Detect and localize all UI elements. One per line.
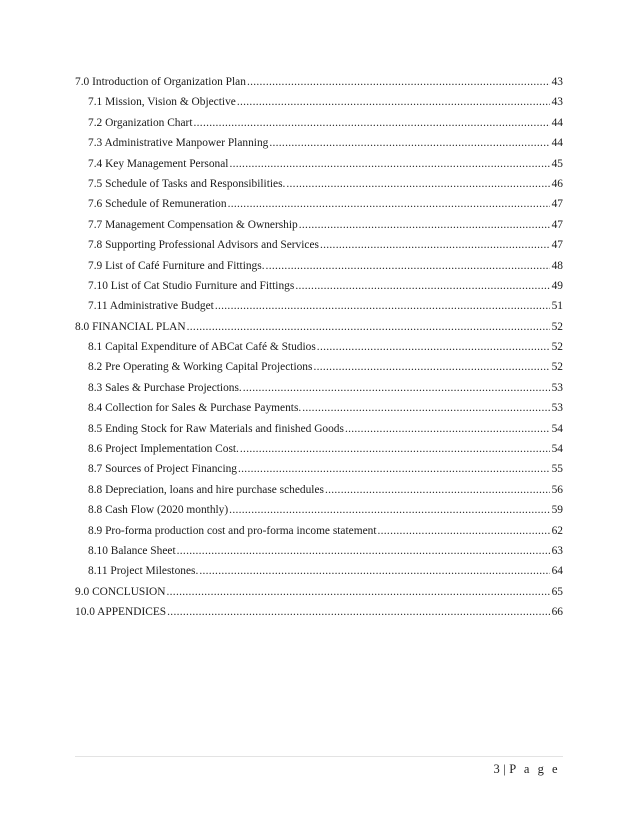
toc-entry-title: 7.3 Administrative Manpower Planning (88, 137, 269, 150)
page-number: 3 (493, 762, 500, 776)
toc-entry-page: 43 (551, 96, 563, 109)
dot-leader (238, 459, 550, 479)
dot-leader (228, 194, 550, 214)
toc-entry-page: 53 (551, 381, 563, 394)
toc-entry-title: 7.9 List of Café Furniture and Fittings. (88, 259, 265, 272)
toc-entry-title: 8.8 Depreciation, loans and hire purchase schedules (88, 483, 324, 496)
footer-separator: | (499, 762, 510, 776)
toc-entry-title: 7.4 Key Management Personal (88, 157, 229, 170)
dot-leader (325, 480, 550, 500)
toc-entry-title: 9.0 CONCLUSION (75, 585, 166, 598)
toc-entry[interactable] (75, 256, 563, 276)
dot-leader (243, 378, 550, 398)
toc-entry-title: 7.0 Introduction of Organization Plan (75, 76, 246, 88)
dot-leader (317, 337, 550, 357)
toc-entry-page: 51 (551, 300, 563, 313)
toc-entry-page: 47 (551, 218, 563, 231)
dot-leader (199, 561, 549, 581)
dot-leader (299, 215, 550, 235)
toc-entry-title: 8.9 Pro-forma production cost and pro-forma income statement (88, 524, 377, 537)
dot-leader (194, 113, 550, 133)
toc-entry[interactable] (75, 561, 563, 581)
toc-entry[interactable] (75, 439, 563, 459)
toc-entry-title: 8.11 Project Milestones. (88, 565, 199, 578)
toc-entry-page: 54 (551, 422, 563, 435)
toc-entry-title: 8.10 Balance Sheet (88, 544, 176, 557)
toc-entry-page: 59 (551, 504, 563, 517)
toc-entry[interactable] (75, 459, 563, 479)
dot-leader (237, 92, 550, 112)
toc-entry-title: 8.1 Capital Expenditure of ABCat Café & Studios (88, 341, 316, 354)
toc-entry-title: 8.0 FINANCIAL PLAN (75, 320, 186, 333)
toc-entry[interactable] (75, 419, 563, 439)
dot-leader (295, 276, 549, 296)
toc-entry-page: 53 (551, 402, 563, 415)
toc-entry[interactable] (75, 133, 563, 153)
toc-entry-title: 8.6 Project Implementation Cost. (88, 443, 239, 456)
dot-leader (187, 317, 550, 337)
page-label: P a g e (509, 762, 560, 776)
toc-entry-title: 8.2 Pre Operating & Working Capital Projections (88, 361, 313, 374)
toc-entry[interactable] (75, 521, 563, 541)
dot-leader (167, 602, 549, 622)
toc-entry-page: 48 (551, 259, 563, 272)
toc-entry[interactable] (75, 235, 563, 255)
toc-entry[interactable] (75, 500, 563, 520)
toc-entry-title: 7.1 Mission, Vision & Objective (88, 96, 236, 109)
toc-entry[interactable] (75, 296, 563, 316)
toc-entry-page: 44 (551, 116, 563, 129)
toc-entry[interactable] (75, 317, 563, 337)
toc-entry-title: 7.2 Organization Chart (88, 116, 193, 129)
toc-entry-page: 47 (551, 239, 563, 252)
toc-entry-page: 45 (551, 157, 563, 170)
toc-entry[interactable] (75, 398, 563, 418)
toc-entry[interactable] (75, 92, 563, 112)
toc-entry-page: 47 (551, 198, 563, 211)
toc-entry-page: 49 (551, 279, 563, 292)
dot-leader (167, 582, 550, 602)
toc-entry-title: 7.6 Schedule of Remuneration (88, 198, 227, 211)
dot-leader (320, 235, 550, 255)
toc-entry-page: 66 (551, 606, 563, 619)
toc-entry-title: 7.11 Administrative Budget (88, 300, 214, 313)
toc-entry[interactable] (75, 113, 563, 133)
toc-entry[interactable] (75, 357, 563, 377)
toc-entry-title: 7.5 Schedule of Tasks and Responsibilities. (88, 177, 286, 190)
toc-entry[interactable] (75, 602, 563, 622)
dot-leader (286, 174, 549, 194)
toc-entry-page: 55 (551, 463, 563, 476)
toc-entry-page: 63 (551, 544, 563, 557)
dot-leader (269, 133, 549, 153)
page-footer (493, 762, 560, 777)
toc-entry[interactable] (75, 174, 563, 194)
toc-entry-page: 46 (551, 177, 563, 190)
toc-entry[interactable] (75, 541, 563, 561)
toc-entry[interactable] (75, 154, 563, 174)
toc-entry-title: 8.5 Ending Stock for Raw Materials and finished Goods (88, 422, 344, 435)
toc-entry-page: 65 (551, 585, 563, 598)
toc-entry[interactable] (75, 582, 563, 602)
toc-entry[interactable] (75, 72, 563, 92)
dot-leader (377, 521, 549, 541)
dot-leader (240, 439, 550, 459)
toc-entry[interactable] (75, 276, 563, 296)
toc-entry-title: 7.10 List of Cat Studio Furniture and Fittings (88, 279, 295, 292)
dot-leader (229, 154, 549, 174)
toc-entry[interactable] (75, 480, 563, 500)
table-of-contents (75, 72, 563, 623)
toc-entry-title: 7.8 Supporting Professional Advisors and Services (88, 239, 319, 252)
dot-leader (229, 500, 549, 520)
toc-entry[interactable] (75, 378, 563, 398)
dot-leader (313, 357, 549, 377)
toc-entry-title: 8.3 Sales & Purchase Projections. (88, 381, 242, 394)
toc-entry-page: 62 (551, 524, 563, 537)
toc-entry-title: 8.8 Cash Flow (2020 monthly) (88, 504, 229, 517)
dot-leader (302, 398, 549, 418)
toc-entry-page: 52 (551, 341, 563, 354)
toc-entry-page: 43 (551, 76, 563, 88)
toc-entry-page: 52 (551, 361, 563, 374)
dot-leader (177, 541, 550, 561)
toc-entry[interactable] (75, 194, 563, 214)
toc-entry-page: 54 (551, 443, 563, 456)
toc-entry-title: 10.0 APPENDICES (75, 606, 167, 619)
toc-entry-page: 44 (551, 137, 563, 150)
toc-entry-title: 8.4 Collection for Sales & Purchase Payments. (88, 402, 302, 415)
dot-leader (247, 72, 550, 92)
dot-leader (215, 296, 550, 316)
toc-entry-page: 64 (551, 565, 563, 578)
toc-entry-title: 8.7 Sources of Project Financing (88, 463, 238, 476)
toc-entry-page: 52 (551, 320, 563, 333)
dot-leader (266, 256, 550, 276)
toc-entry[interactable] (75, 215, 563, 235)
dot-leader (345, 419, 550, 439)
toc-entry-page: 56 (551, 483, 563, 496)
footer-divider (75, 756, 563, 757)
toc-entry[interactable] (75, 337, 563, 357)
toc-entry-title: 7.7 Management Compensation & Ownership (88, 218, 298, 231)
